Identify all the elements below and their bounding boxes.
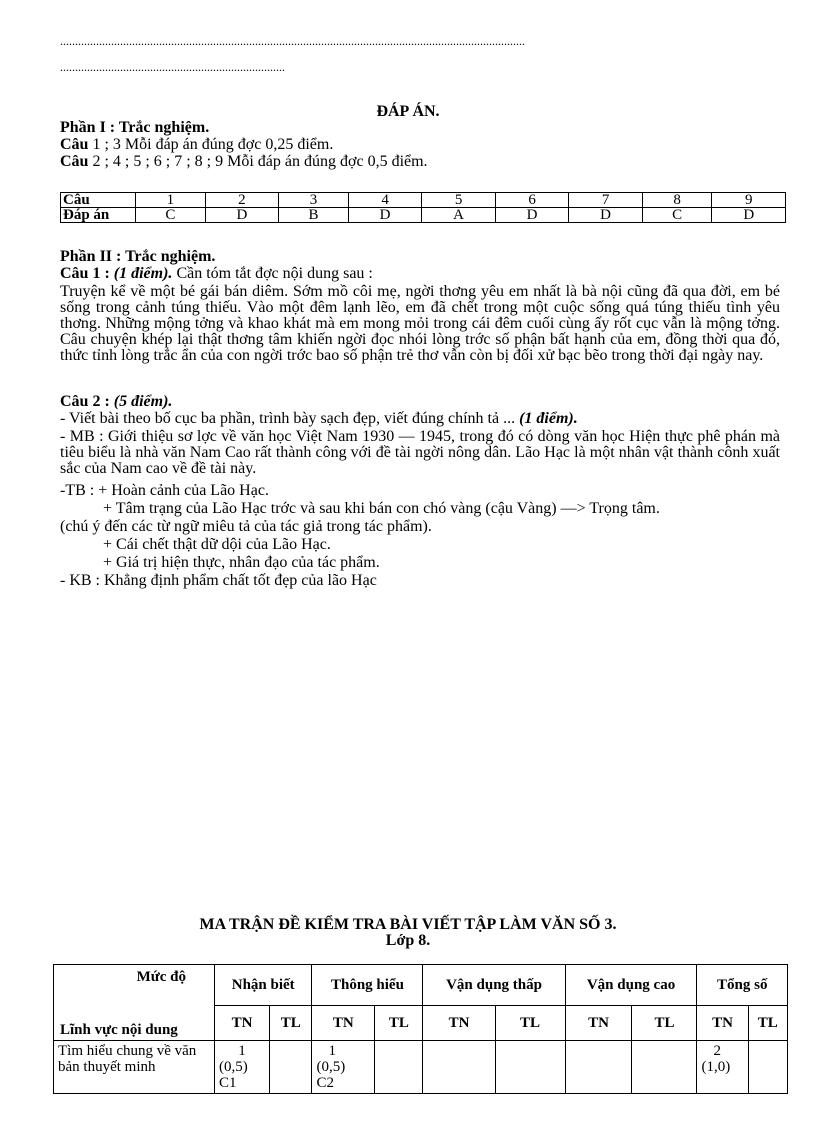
sub-tl: TL — [375, 1006, 423, 1041]
answer-table — [60, 192, 786, 223]
answer-title: ĐÁP ÁN. — [376, 103, 440, 120]
answer-table-row-label: Câu — [61, 193, 136, 208]
q2-line1: - Viết bài theo bố cục ba phần, trình bày sạch đẹp, viết đúng chính tả ... (1 điểm). — [60, 410, 578, 427]
question-number: 5 — [422, 193, 496, 208]
answer-letter: C — [642, 208, 712, 223]
question-number: 8 — [642, 193, 712, 208]
answer-letter: A — [422, 208, 496, 223]
total-tn-cell — [697, 1041, 748, 1094]
matrix-title: MA TRẬN ĐỀ KIỂM TRA BÀI VIẾT TẬP LÀM VĂN SỐ 3. — [199, 916, 617, 933]
question-number: 6 — [495, 193, 569, 208]
answer-letter: D — [205, 208, 279, 223]
sub-tn: TN — [215, 1006, 270, 1041]
dotted-line-1: ........................................................................................................................................................... — [60, 34, 525, 48]
col-group-recognition: Nhận biết — [215, 965, 312, 1006]
q2-tb3: + Cái chết thật dữ dội của Lão Hạc. — [103, 536, 331, 553]
empty-cell — [270, 1041, 312, 1094]
dotted-line-2: ........................................................................... — [60, 60, 285, 74]
sub-tn: TN — [697, 1006, 748, 1041]
answer-letter: B — [279, 208, 349, 223]
nb-tn-cell — [215, 1041, 270, 1094]
total-tn-count: 2 — [713, 1043, 721, 1059]
level-label: Mức độ — [136, 969, 186, 985]
col-group-high-application: Vận dụng cao — [565, 965, 697, 1006]
question-number: 2 — [205, 193, 279, 208]
empty-cell — [375, 1041, 423, 1094]
q2-tb1: -TB : + Hoàn cảnh của Lão Hạc. — [60, 482, 269, 499]
matrix-corner-cell — [54, 965, 215, 1041]
part2-heading: Phần II : Trắc nghiệm. — [60, 248, 216, 265]
topic-cell: Tìm hiểu chung về văn bản thuyết minh — [54, 1041, 215, 1094]
q2-tb2b: (chú ý đến các từ ngữ miêu tả của tác giả trong tác phẩm). — [60, 518, 432, 535]
answer-letter: D — [348, 208, 422, 223]
question-number: 3 — [279, 193, 349, 208]
answer-letter: D — [495, 208, 569, 223]
q2-intro: Câu 2 : (5 điểm). — [60, 393, 173, 410]
answer-letter: D — [712, 208, 786, 223]
nb-tn-score: (0,5) — [219, 1059, 248, 1075]
sub-tn: TN — [312, 1006, 375, 1041]
part1-line1: Câu 1 ; 3 Mỗi đáp án đúng đợc 0,25 điểm. — [60, 136, 334, 153]
matrix-table — [53, 964, 788, 1094]
th-tn-count: 1 — [328, 1043, 336, 1059]
empty-cell — [565, 1041, 632, 1094]
q1-intro: Câu 1 : (1 điểm). Cần tóm tắt đợc nội dung sau : — [60, 265, 373, 282]
nb-tn-question: C1 — [219, 1075, 237, 1091]
th-tn-question: C2 — [316, 1075, 334, 1091]
empty-cell — [423, 1041, 495, 1094]
nb-tn-count: 1 — [238, 1043, 246, 1059]
q2-mb: - MB : Giới thiệu sơ lợc về văn học Việt Nam 1930 — 1945, trong đó có dòng văn học Hiện thực phê phán mà tiêu biểu là nhà văn Nam Cao rất thành công với đề tài ngời nông dân. Lão Hạc là một nhân vật thành cônh xuất sắc của Nam cao về đề tài này. — [60, 428, 780, 477]
part1-line2: Câu 2 ; 4 ; 5 ; 6 ; 7 ; 8 ; 9 Mỗi đáp án đúng đợc 0,5 điểm. — [60, 153, 428, 170]
col-group-total: Tổng số — [697, 965, 788, 1006]
empty-cell — [632, 1041, 697, 1094]
matrix-subtitle: Lớp 8. — [385, 932, 431, 949]
part1-heading: Phần I : Trắc nghiệm. — [60, 119, 210, 136]
answer-letter: C — [136, 208, 206, 223]
th-tn-cell — [312, 1041, 375, 1094]
col-group-low-application: Vận dụng thấp — [423, 965, 565, 1006]
q2-tb4: + Giá trị hiện thực, nhân đạo của tác phẩm. — [103, 554, 380, 571]
answer-table-answer-row — [61, 208, 786, 223]
total-tn-score: (1,0) — [701, 1059, 731, 1075]
domain-label: Lĩnh vực nội dung — [60, 1022, 178, 1038]
sub-tn: TN — [423, 1006, 495, 1041]
answer-table-row-label: Đáp án — [61, 208, 136, 223]
sub-tl: TL — [748, 1006, 787, 1041]
sub-tn: TN — [565, 1006, 632, 1041]
question-number: 7 — [569, 193, 643, 208]
sub-tl: TL — [632, 1006, 697, 1041]
col-group-comprehension: Thông hiểu — [312, 965, 423, 1006]
q2-kb: - KB : Khẳng định phẩm chất tốt đẹp của lão Hạc — [60, 572, 377, 589]
sub-tl: TL — [270, 1006, 312, 1041]
sub-tl: TL — [495, 1006, 565, 1041]
th-tn-score: (0,5) — [316, 1059, 346, 1075]
empty-cell — [748, 1041, 787, 1094]
question-number: 4 — [348, 193, 422, 208]
answer-table-question-row — [61, 193, 786, 208]
empty-cell — [495, 1041, 565, 1094]
q1-summary: Truyện kể về một bé gái bán diêm. Sớm mồ côi mẹ, ngời thơng yêu em nhất là bà nội cũng đã qua đời, em bé sống trong cảnh túng thiếu. Vào một đêm lạnh lẽo, em đã chết trong một cuộc sống quá túng thiếu tình yêu thơng. Những mộng tởng và khao khát mà em mong mỏi trong cái đêm cuối cùng ấy rốt cục vẫn là mộng tởng. Câu chuyện khép lại thật thơng tâm khiến ngời đọc nhói lòng trớc số phận bất hạnh của em, đồng thời qua đó, thức tỉnh lòng trắc ẩn của con ngời trớc bao số phận trẻ thơ vẫn còn bị đối xử bạc bẽo trong thời đại ngày nay. — [60, 283, 780, 364]
q2-tb2: + Tâm trạng của Lão Hạc trớc và sau khi bán con chó vàng (cậu Vàng) —> Trọng tâm. — [103, 500, 660, 517]
question-number: 1 — [136, 193, 206, 208]
answer-letter: D — [569, 208, 643, 223]
question-number: 9 — [712, 193, 786, 208]
